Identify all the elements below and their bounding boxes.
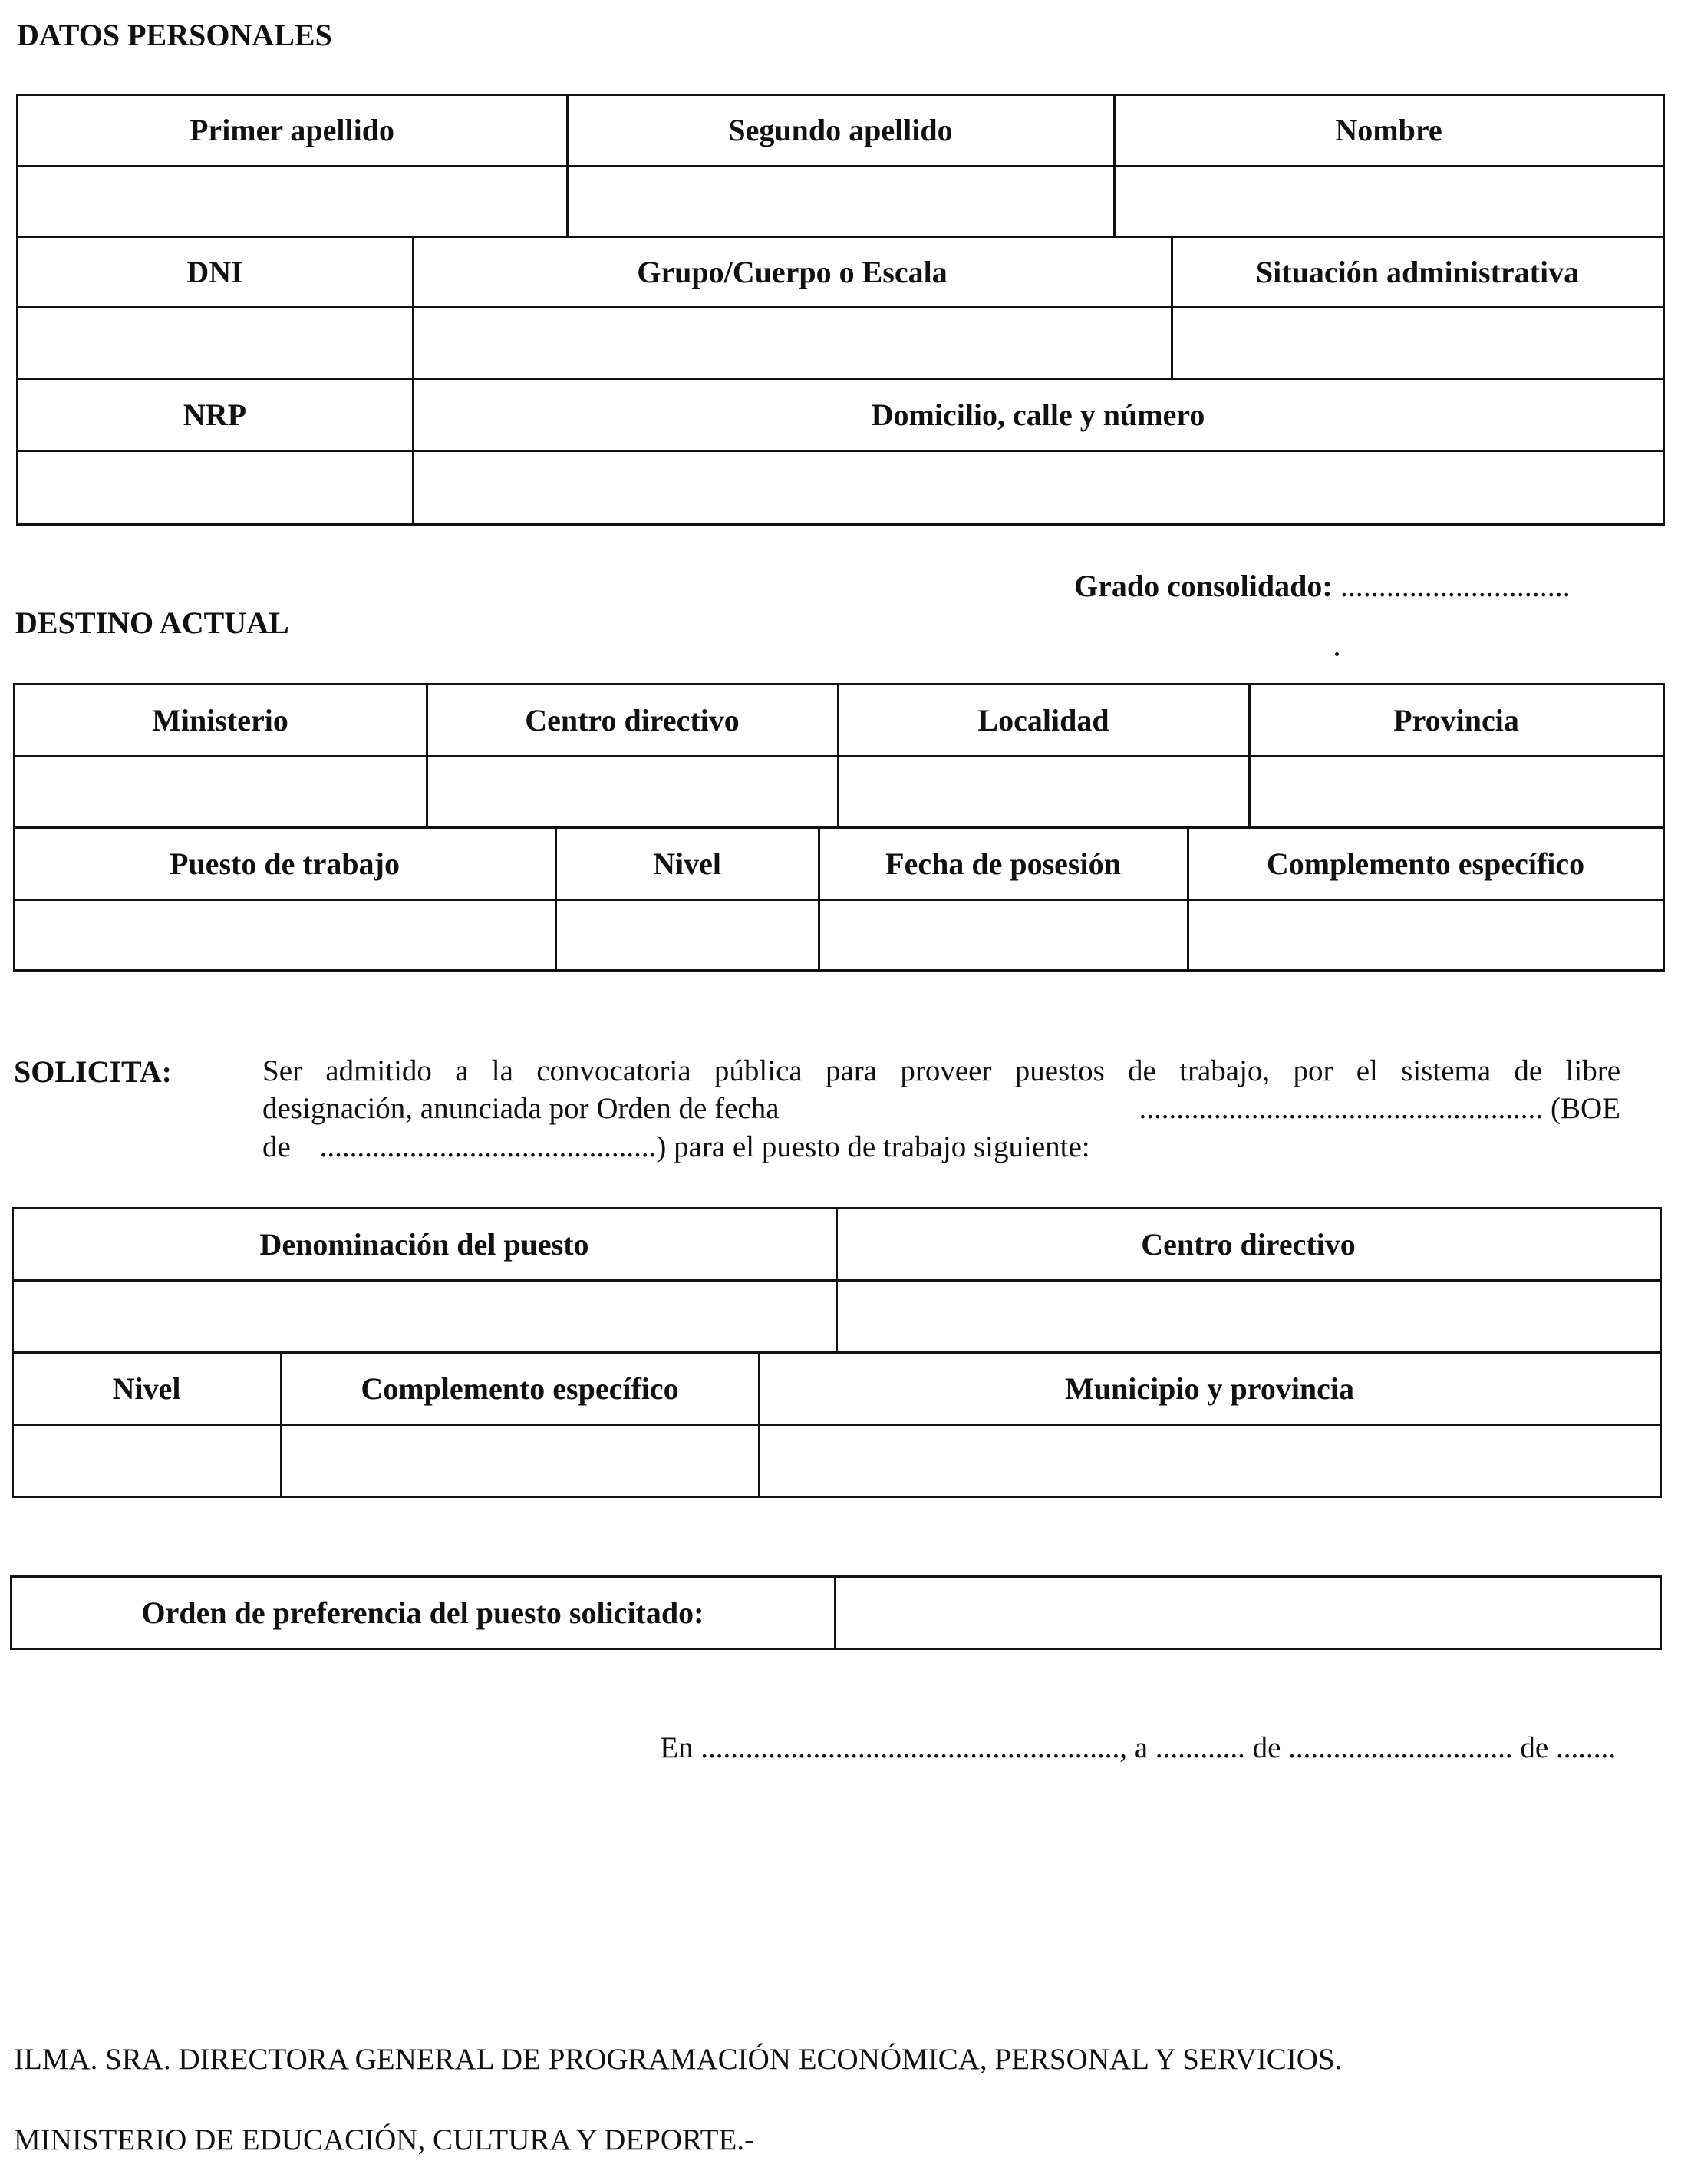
header-primer-apellido: Primer apellido (16, 94, 569, 167)
header-nivel-solicitado: Nivel (12, 1351, 282, 1426)
field-centro-directivo[interactable] (426, 755, 839, 829)
header-situacion: Situación administrativa (1171, 236, 1665, 308)
field-localidad[interactable] (837, 755, 1251, 829)
orden-fecha-field[interactable]: ...................................................... (1139, 1092, 1543, 1125)
header-ministerio: Ministerio (13, 683, 428, 757)
field-dni[interactable] (16, 306, 414, 380)
fecha-lugar[interactable]: En ........................................................, a ............ de .............................. de ........ (660, 1731, 1616, 1764)
grado-consolidado (1074, 568, 1571, 604)
field-ministerio[interactable] (13, 755, 428, 829)
solicita-text: designación, anunciada por Orden de fecha (262, 1092, 780, 1125)
grado-field[interactable]: .............................. (1340, 569, 1571, 603)
stray-dot (1335, 652, 1339, 656)
destinatario-line-1: ILMA. SRA. DIRECTORA GENERAL DE PROGRAMACIÓN ECONÓMICA, PERSONAL Y SERVICIOS. (14, 2043, 1343, 2076)
field-municipio[interactable] (758, 1424, 1662, 1498)
field-domicilio[interactable] (412, 450, 1665, 526)
header-puesto: Puesto de trabajo (13, 826, 557, 901)
field-centro-directivo-solicitado[interactable] (836, 1279, 1662, 1354)
field-situacion[interactable] (1171, 306, 1665, 380)
field-nivel-solicitado[interactable] (12, 1424, 282, 1498)
field-segundo-apellido[interactable] (566, 165, 1116, 238)
field-nrp[interactable] (16, 450, 414, 526)
field-preferencia[interactable] (834, 1575, 1662, 1650)
field-nombre[interactable] (1113, 165, 1665, 238)
header-dni: DNI (16, 236, 414, 308)
header-complemento: Complemento específico (1187, 826, 1665, 901)
field-primer-apellido[interactable] (16, 165, 569, 238)
field-complemento-solicitado[interactable] (280, 1424, 760, 1498)
solicita-line-1: Ser admitido a la convocatoria pública para proveer puestos de trabajo, por el sistema de libre (262, 1054, 1620, 1087)
header-domicilio: Domicilio, calle y número (412, 378, 1665, 452)
solicita-line-3 (262, 1130, 1090, 1164)
solicita-label: SOLICITA: (14, 1054, 172, 1089)
header-provincia: Provincia (1248, 683, 1665, 757)
field-grupo[interactable] (412, 306, 1173, 380)
field-complemento[interactable] (1187, 899, 1665, 972)
header-nivel: Nivel (555, 826, 820, 901)
de-text: de (262, 1130, 291, 1163)
header-fecha-posesion: Fecha de posesión (818, 826, 1189, 901)
preferencia-label: Orden de preferencia del puesto solicitado: (10, 1575, 836, 1650)
field-provincia[interactable] (1248, 755, 1665, 829)
header-municipio: Municipio y provincia (758, 1351, 1662, 1426)
field-puesto[interactable] (13, 899, 557, 972)
field-fecha-posesion[interactable] (818, 899, 1189, 972)
header-nombre: Nombre (1113, 94, 1665, 167)
header-grupo: Grupo/Cuerpo o Escala (412, 236, 1173, 308)
header-nrp: NRP (16, 378, 414, 452)
header-centro-directivo: Centro directivo (426, 683, 839, 757)
solicita-line-2 (262, 1091, 1620, 1126)
field-denominacion[interactable] (12, 1279, 838, 1354)
grado-label: Grado consolidado: (1074, 569, 1333, 603)
header-centro-directivo-solicitado: Centro directivo (836, 1207, 1662, 1282)
boe-text: (BOE (1551, 1092, 1620, 1125)
destino-actual-heading: DESTINO ACTUAL (15, 605, 289, 640)
solicita-end-text: para el puesto de trabajo siguiente: (674, 1130, 1090, 1163)
header-segundo-apellido: Segundo apellido (566, 94, 1116, 167)
field-nivel[interactable] (555, 899, 820, 972)
header-denominacion: Denominación del puesto (12, 1207, 838, 1282)
header-complemento-solicitado: Complemento específico (280, 1351, 760, 1426)
datos-personales-heading: DATOS PERSONALES (17, 18, 332, 52)
destinatario-line-2: MINISTERIO DE EDUCACIÓN, CULTURA Y DEPORTE.- (14, 2123, 755, 2156)
header-localidad: Localidad (837, 683, 1251, 757)
boe-fecha-field[interactable]: .............................................) (319, 1130, 667, 1163)
